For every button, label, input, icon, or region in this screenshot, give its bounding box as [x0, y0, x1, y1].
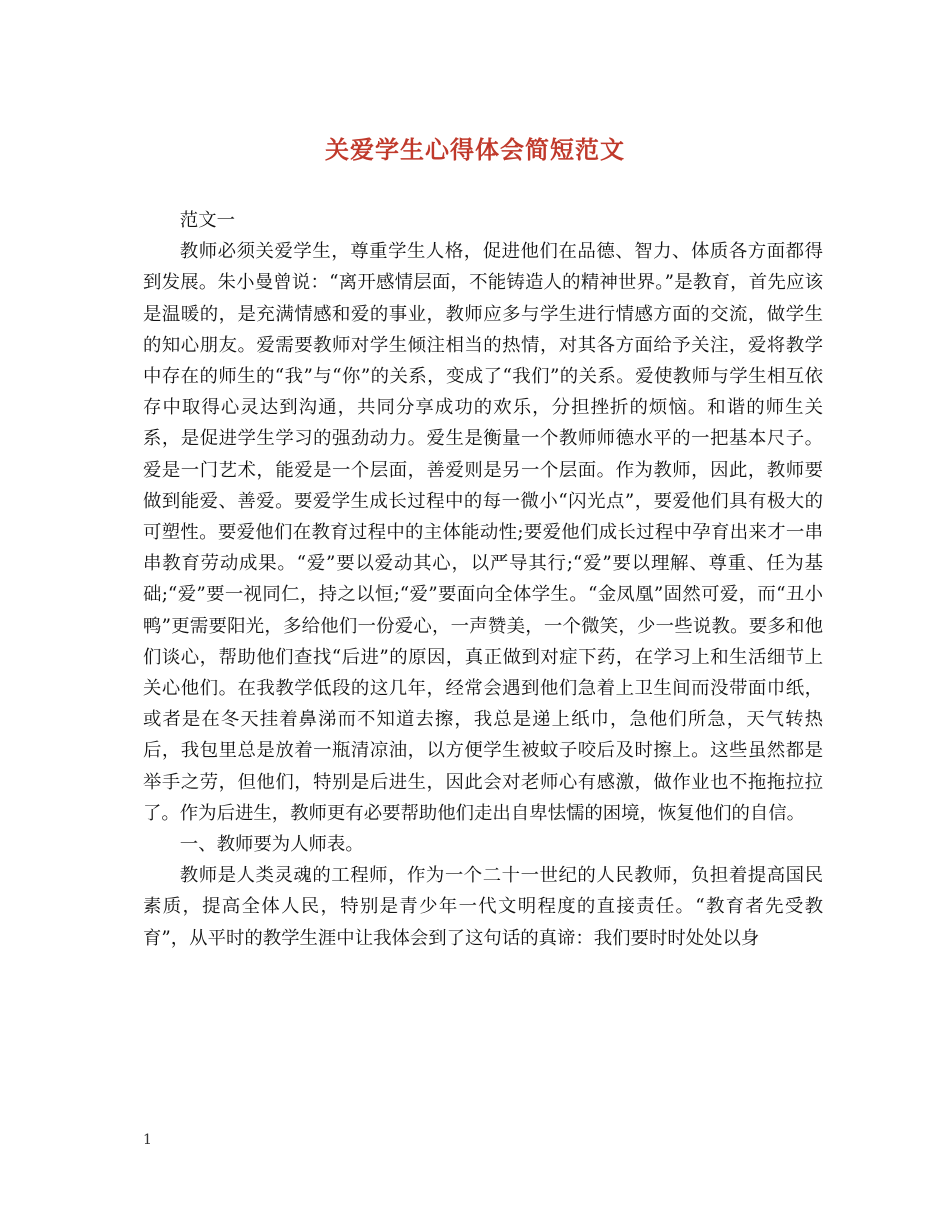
- page-number: 1: [143, 1132, 152, 1148]
- body-paragraph: 教师是人类灵魂的工程师，作为一个二十一世纪的人民教师，负担着提高国民素质，提高全体人民，特别是青少年一代文明程度的直接责任。“教育者先受教育”，从平时的教学生涯中让我体会到了这句话的真谛：我们要时时处处以身: [143, 865, 823, 949]
- section-label: 范文一: [179, 210, 235, 231]
- document-title: 关爱学生心得体会简短范文: [325, 135, 625, 164]
- body-paragraph: 教师必须关爱学生，尊重学生人格，促进他们在品德、智力、体质各方面都得到发展。朱小曼曾说：“离开感情层面，不能铸造人的精神世界。”是教育，首先应该是温暖的，是充满情感和爱的事业，教师应多与学生进行情感方面的交流，做学生的知心朋友。爱需要教师对学生倾注相当的热情，对其各方面给予关注，爱将教学中存在的师生的“我”与“你”的关系，变成了“我们”的关系。爱使教师与学生相互依存中取得心灵达到沟通，共同分享成功的欢乐，分担挫折的烦恼。和谐的师生关系，是促进学生学习的强劲动力。爱生是衡量一个教师师德水平的一把基本尺子。爱是一门艺术，能爱是一个层面，善爱则是另一个层面。作为教师，因此，教师要做到能爱、善爱。要爱学生成长过程中的每一微小“闪光点”，要爱他们具有极大的可塑性。要爱他们在教育过程中的主体能动性;要爱他们成长过程中孕育出来才一串串教育劳动成果。“爱”要以爱动其心，以严导其行;“爱”要以理解、尊重、任为基础;“爱”要一视同仁，持之以恒;“爱”要面向全体学生。“金凤凰”固然可爱，而“丑小鸭”更需要阳光，多给他们一份爱心，一声赞美，一个微笑，少一些说教。要多和他们谈心，帮助他们查找“后进”的原因，真正做到对症下药，在学习上和生活细节上关心他们。在我教学低段的这几年，经常会遇到他们急着上卫生间而没带面巾纸，或者是在冬天挂着鼻涕而不知道去擦，我总是递上纸巾，急他们所急，天气转热后，我包里总是放着一瓶清凉油，以方便学生被蚊子咬后及时擦上。这些虽然都是举手之劳，但他们，特别是后进生，因此会对老师心有感激，做作业也不拖拖拉拉了。作为后进生，教师更有必要帮助他们走出自卑怯懦的困境，恢复他们的自信。: [143, 241, 823, 824]
- section-heading: 一、教师要为人师表。: [179, 834, 364, 856]
- document-body: [143, 205, 823, 954]
